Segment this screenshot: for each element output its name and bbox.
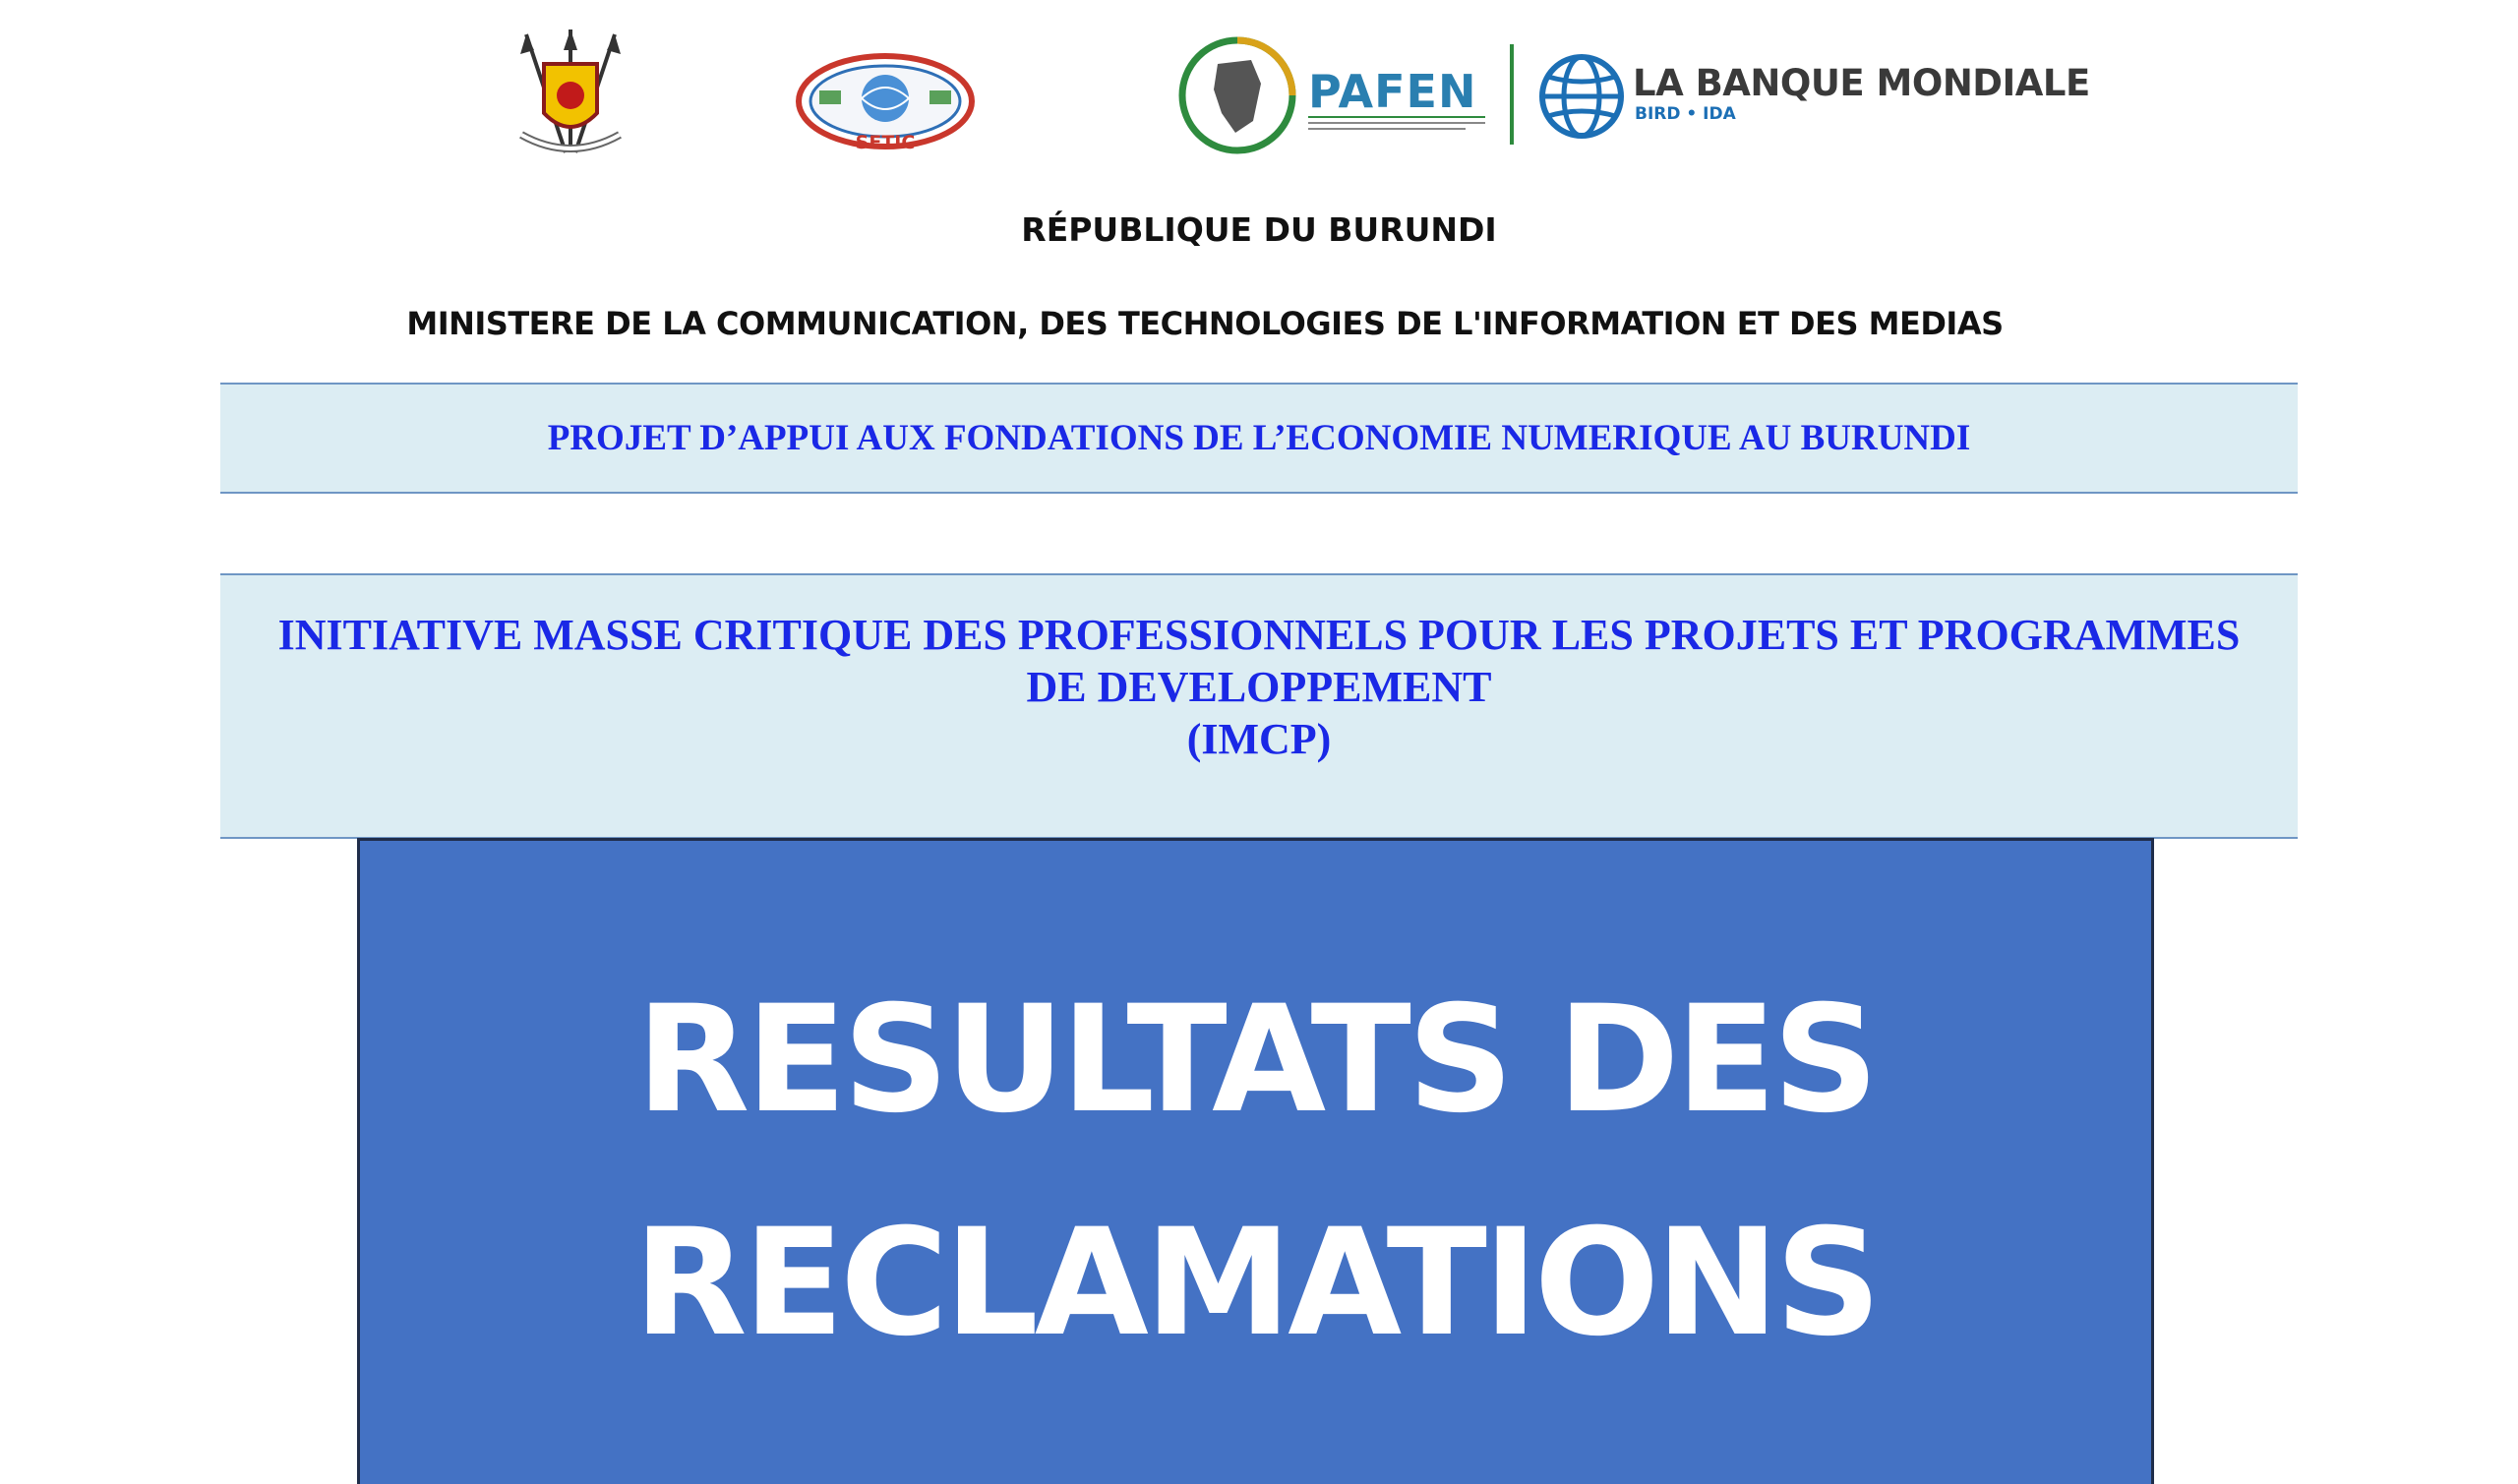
project-title-band <box>220 383 2298 494</box>
globe-icon <box>1534 49 1633 148</box>
initiative-acronym: (IMCP) <box>1186 715 1332 763</box>
results-banner <box>357 838 2154 1484</box>
initiative-title-line2: DE DEVELOPPEMENT <box>1026 663 1492 711</box>
world-bank-name: LA BANQUE MONDIALE <box>1633 62 2090 104</box>
world-bank-logo <box>1534 49 1633 148</box>
logo-row <box>0 0 2518 177</box>
country-heading: RÉPUBLIQUE DU BURUNDI <box>1021 210 1497 249</box>
results-title-line1: RESULTATS DES <box>635 975 1876 1146</box>
svg-text:PAFEN: PAFEN <box>1308 65 1477 118</box>
results-title-line2: RECLAMATIONS <box>633 1198 1878 1369</box>
logo-divider <box>1510 44 1514 145</box>
setic-logo <box>792 47 979 160</box>
initiative-title-line1: INITIATIVE MASSE CRITIQUE DES PROFESSIONNELS POUR LES PROJETS ET PROGRAMMES <box>277 611 2241 659</box>
initiative-band <box>220 573 2298 839</box>
world-bank-subtitle: BIRD • IDA <box>1635 104 1736 124</box>
burundi-coat-of-arms-logo <box>507 25 634 172</box>
ministry-heading: MINISTERE DE LA COMMUNICATION, DES TECHNOLOGIES DE L'INFORMATION ET DES MEDIAS <box>406 305 2004 342</box>
setic-label: SETIC <box>855 132 916 153</box>
pafen-logo <box>1170 34 1495 157</box>
project-title: PROJET D’APPUI AUX FONDATIONS DE L’ECONOMIE NUMERIQUE AU BURUNDI <box>547 418 1971 458</box>
